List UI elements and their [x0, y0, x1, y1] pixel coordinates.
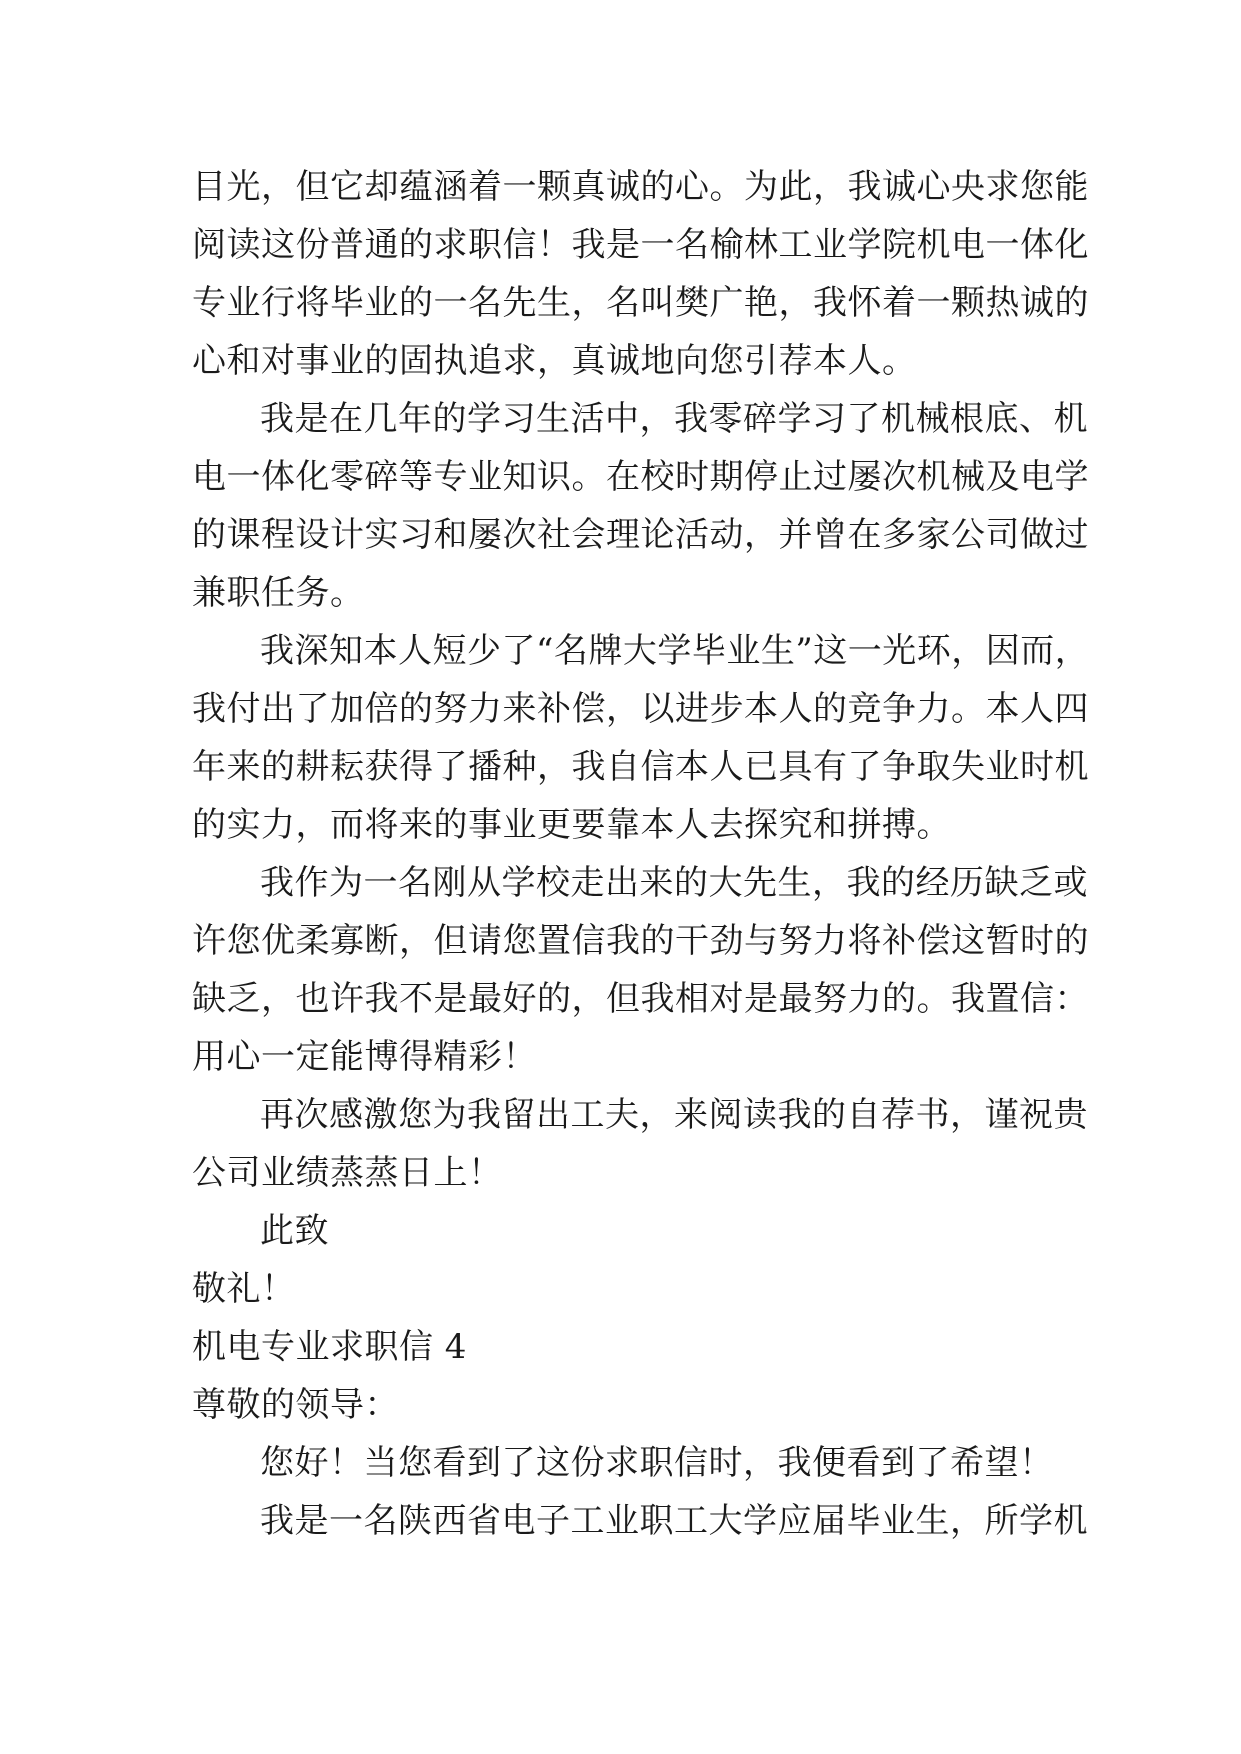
text-line: 兼职任务。 — [192, 573, 365, 613]
text-line: 电一体化零碎等专业知识。在校时期停止过屡次机械及电学 — [192, 457, 1089, 497]
letter-body — [192, 158, 1090, 1550]
text-line: 再次感激您为我留出工夫，来阅读我的自荐书，谨祝贵 — [260, 1095, 1088, 1135]
text-line: 目光，但它却蕴涵着一颗真诚的心。为此，我诚心央求您能 — [192, 167, 1089, 207]
text-line: 阅读这份普通的求职信！我是一名榆林工业学院机电一体化 — [192, 225, 1089, 265]
text-line: 我是一名陕西省电子工业职工大学应届毕业生，所学机 — [260, 1501, 1088, 1541]
text-line: 许您优柔寡断，但请您置信我的干劲与努力将补偿这暂时的 — [192, 921, 1089, 961]
text-line: 年来的耕耘获得了播种，我自信本人已具有了争取失业时机 — [192, 747, 1089, 787]
text-line: 敬礼！ — [192, 1269, 296, 1309]
text-line: 我付出了加倍的努力来补偿，以进步本人的竞争力。本人四 — [192, 689, 1089, 729]
paragraph-3 — [192, 622, 1090, 854]
text-line: 我是在几年的学习生活中，我零碎学习了机械根底、机 — [260, 399, 1088, 439]
paragraph-2 — [192, 390, 1089, 622]
text-line: 心和对事业的固执追求，真诚地向您引荐本人。 — [192, 341, 917, 381]
greeting — [192, 1376, 1062, 1434]
text-line: 公司业绩蒸蒸日上！ — [192, 1153, 503, 1193]
text-line: 您好！当您看到了这份求职信时，我便看到了希望！ — [260, 1443, 1054, 1483]
text-line: 专业行将毕业的一名先生，名叫樊广艳，我怀着一颗热诚的 — [192, 283, 1089, 323]
text-line: 的课程设计实习和屡次社会理论活动，并曾在多家公司做过 — [192, 515, 1089, 555]
paragraph-10 — [192, 1434, 1062, 1492]
text-line: 用心一定能博得精彩！ — [192, 1037, 537, 1077]
text-line: 的实力，而将来的事业更要靠本人去探究和拼搏。 — [192, 805, 951, 845]
closing-salutation — [192, 1202, 1062, 1260]
paragraph-11 — [192, 1492, 1088, 1550]
text-line: 尊敬的领导： — [192, 1385, 399, 1425]
text-line: 我深知本人短少了“名牌大学毕业生”这一光环，因而， — [260, 631, 1090, 671]
section-heading — [192, 1318, 1062, 1376]
text-line: 我作为一名刚从学校走出来的大先生，我的经历缺乏或 — [260, 863, 1088, 903]
text-line: 机电专业求职信 4 — [192, 1327, 467, 1367]
closing-respect — [192, 1260, 1062, 1318]
paragraph-1 — [192, 158, 1089, 390]
paragraph-4 — [192, 854, 1089, 1086]
text-line: 缺乏，也许我不是最好的，但我相对是最努力的。我置信： — [192, 979, 1089, 1019]
text-line: 此致 — [260, 1211, 329, 1251]
paragraph-5 — [192, 1086, 1088, 1202]
